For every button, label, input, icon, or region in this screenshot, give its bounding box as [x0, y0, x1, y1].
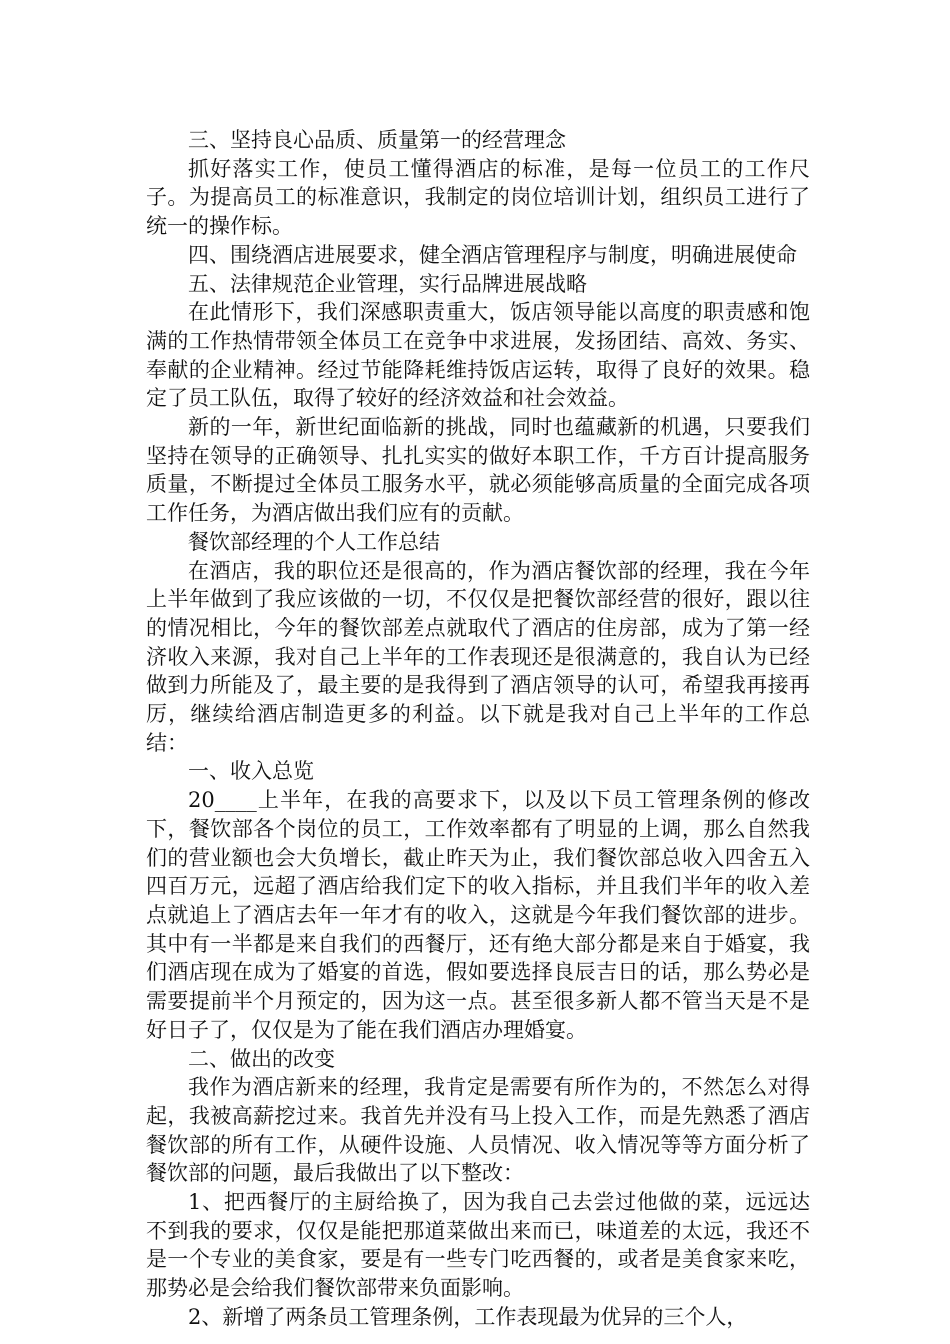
paragraph-situation: 在此情形下，我们深感职责重大，饭店领导能以高度的职责感和饱满的工作热情带领全体员工在竞争中求进展，发扬团结、高效、务实、奉献的企业精神。经过节能降耗维持饭店运转，取得了良好的效果。稳定了员工队伍，取得了较好的经济效益和社会效益。: [146, 300, 810, 411]
heading-4-management: 四、围绕酒店进展要求，健全酒店管理程序与制度，明确进展使命: [188, 242, 797, 267]
paragraph-standards: 抓好落实工作，使员工懂得酒店的标准，是每一位员工的工作尺子。为提高员工的标准意识，我制定的岗位培训计划，组织员工进行了统一的操作标。: [146, 156, 810, 239]
paragraph-intro: 在酒店，我的职位还是很高的，作为酒店餐饮部的经理，我在今年上半年做到了我应该做的一切，不仅仅是把餐饮部经营的很好，跟以往的情况相比，今年的餐饮部差点就取代了酒店的住房部，成为了第一经济收入来源，我对自己上半年的工作表现还是很满意的，我自认为已经做到力所能及了，最主要的是我得到了酒店领导的认可，希望我再接再厉，继续给酒店制造更多的利益。以下就是我对自己上半年的工作总结：: [146, 558, 810, 755]
paragraph-income: 20____上半年，在我的高要求下，以及以下员工管理条例的修改下，餐饮部各个岗位的员工，工作效率都有了明显的上调，那么自然我们的营业额也会大负增长，截止昨天为止，我们餐饮部总收入四舍五入四百万元，远超了酒店给我们定下的收入指标，并且我们半年的收入差点就追上了酒店去年一年才有的收入，这就是今年我们餐饮部的进步。其中有一半都是来自我们的西餐厅，还有绝大部分都是来自于婚宴，我们酒店现在成为了婚宴的首选，假如要选择良辰吉日的话，那么势必是需要提前半个月预定的，因为这一点。甚至很多新人都不管当天是不是好日子了，仅仅是为了能在我们酒店办理婚宴。: [146, 788, 810, 1042]
document-body: [146, 126, 810, 1332]
heading-2-changes: 二、做出的改变: [188, 1046, 335, 1071]
heading-1-income: 一、收入总览: [188, 759, 314, 784]
section-title-summary: 餐饮部经理的个人工作总结: [188, 529, 440, 554]
paragraph-changes: 我作为酒店新来的经理，我肯定是需要有所作为的，不然怎么对得起，我被高薪挖过来。我首先并没有马上投入工作，而是先熟悉了酒店餐饮部的所有工作，从硬件设施、人员情况、收入情况等等方面分析了餐饮部的问题，最后我做出了以下整改：: [146, 1075, 810, 1186]
heading-3-quality: 三、坚持良心品质、质量第一的经营理念: [188, 128, 566, 152]
paragraph-new-year: 新的一年，新世纪面临新的挑战，同时也蕴藏新的机遇，只要我们坚持在领导的正确领导、扎扎实实的做好本职工作，千方百计提高服务质量，不断提过全体员工服务水平，就必须能够高质量的全面完成各项工作任务，为酒店做出我们应有的贡献。: [146, 415, 810, 526]
list-item-1: 1、把西餐厅的主厨给换了，因为我自己去尝过他做的菜，远远达不到我的要求，仅仅是能把那道菜做出来而已，味道差的太远，我还不是一个专业的美食家，要是有一些专门吃西餐的，或者是美食家来吃，那势必是会给我们餐饮部带来负面影响。: [146, 1190, 810, 1301]
list-item-2: 2、新增了两条员工管理条例，工作表现最为优异的三个人，: [188, 1304, 748, 1329]
heading-5-brand: 五、法律规范企业管理，实行品牌进展战略: [188, 271, 587, 296]
